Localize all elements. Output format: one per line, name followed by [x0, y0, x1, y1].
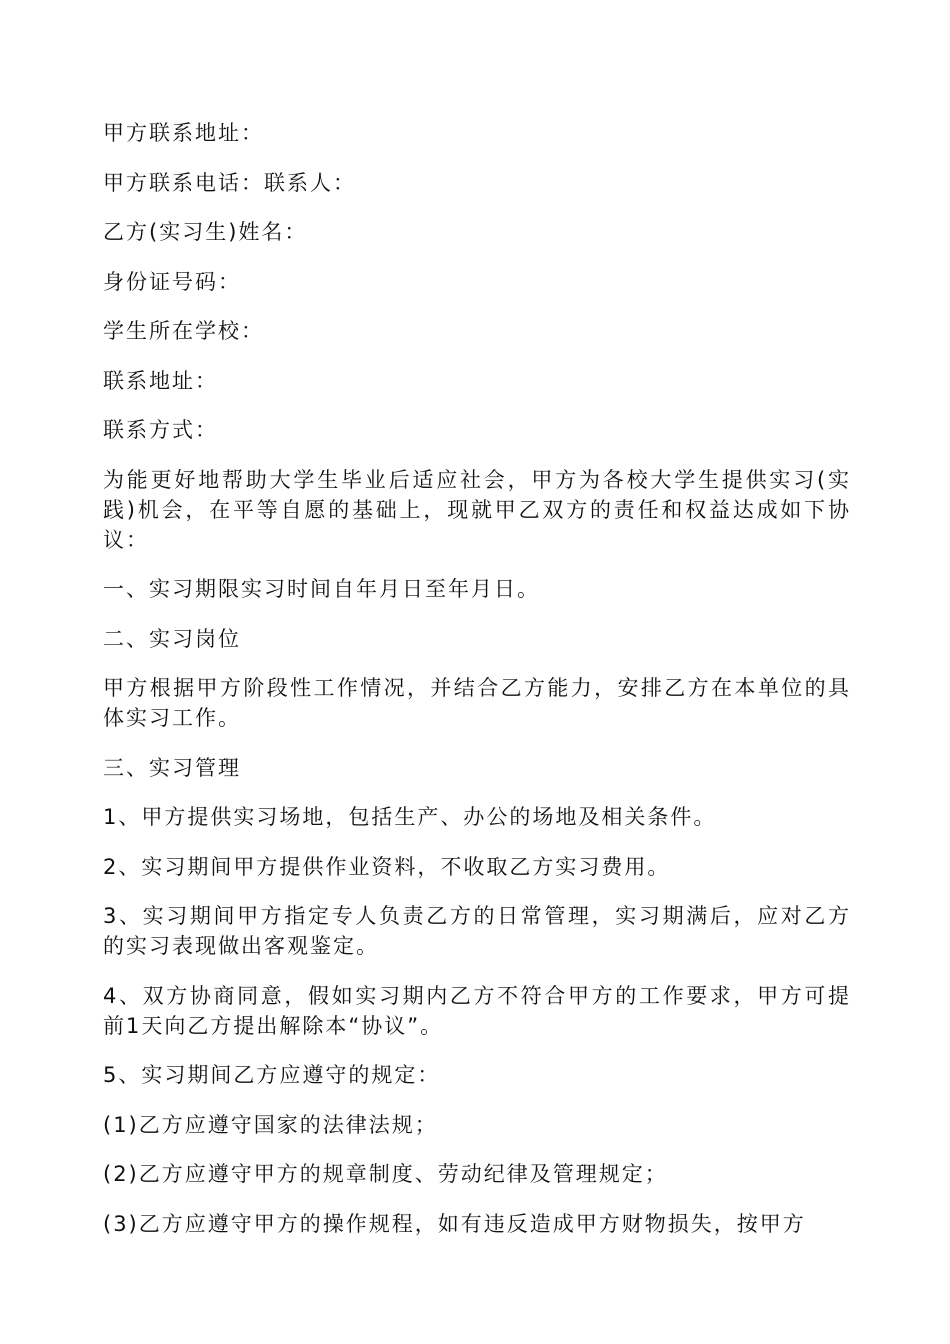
- section-2-body: 甲方根据甲方阶段性工作情况，并结合乙方能力，安排乙方在本单位的具体实习工作。: [103, 676, 851, 730]
- clause-3: 3、实习期间甲方指定专人负责乙方的日常管理，实习期满后，应对乙方的实习表现做出客观鉴定。: [103, 904, 851, 958]
- clause-5: 5、实习期间乙方应遵守的规定：: [103, 1063, 441, 1087]
- clause-1: 1、甲方提供实习场地，包括生产、办公的场地及相关条件。: [103, 805, 717, 829]
- clause-2: 2、实习期间甲方提供作业资料，不收取乙方实习费用。: [103, 854, 671, 879]
- school-line: 学生所在学校：: [103, 319, 264, 343]
- party-a-address-line: 甲方联系地址：: [103, 121, 264, 145]
- clause-4: 4、双方协商同意，假如实习期内乙方不符合甲方的工作要求，甲方可提前1天向乙方提出解除本“协议”。: [103, 983, 851, 1038]
- preamble-paragraph: 为能更好地帮助大学生毕业后适应社会，甲方为各校大学生提供实习(实践)机会，在平等自愿的基础上，现就甲乙双方的责任和权益达成如下协议：: [103, 467, 851, 552]
- party-b-name-line: 乙方(实习生)姓名：: [103, 220, 308, 244]
- section-2-heading: 二、实习岗位: [103, 626, 241, 651]
- rule-1: (1)乙方应遵守国家的法律法规；: [103, 1112, 438, 1137]
- document-body: [103, 118, 851, 1258]
- party-a-phone-line: 甲方联系电话：联系人：: [103, 170, 356, 195]
- section-3-heading: 三、实习管理: [103, 755, 241, 780]
- rule-2: (2)乙方应遵守甲方的规章制度、劳动纪律及管理规定；: [103, 1162, 668, 1186]
- contact-address-line: 联系地址：: [103, 368, 218, 393]
- contact-method-line: 联系方式：: [103, 418, 218, 442]
- section-1-term: 一、实习期限实习时间自年月日至年月日。: [103, 577, 540, 601]
- id-number-line: 身份证号码：: [103, 269, 241, 294]
- rule-3: (3)乙方应遵守甲方的操作规程，如有违反造成甲方财物损失，按甲方: [103, 1211, 806, 1236]
